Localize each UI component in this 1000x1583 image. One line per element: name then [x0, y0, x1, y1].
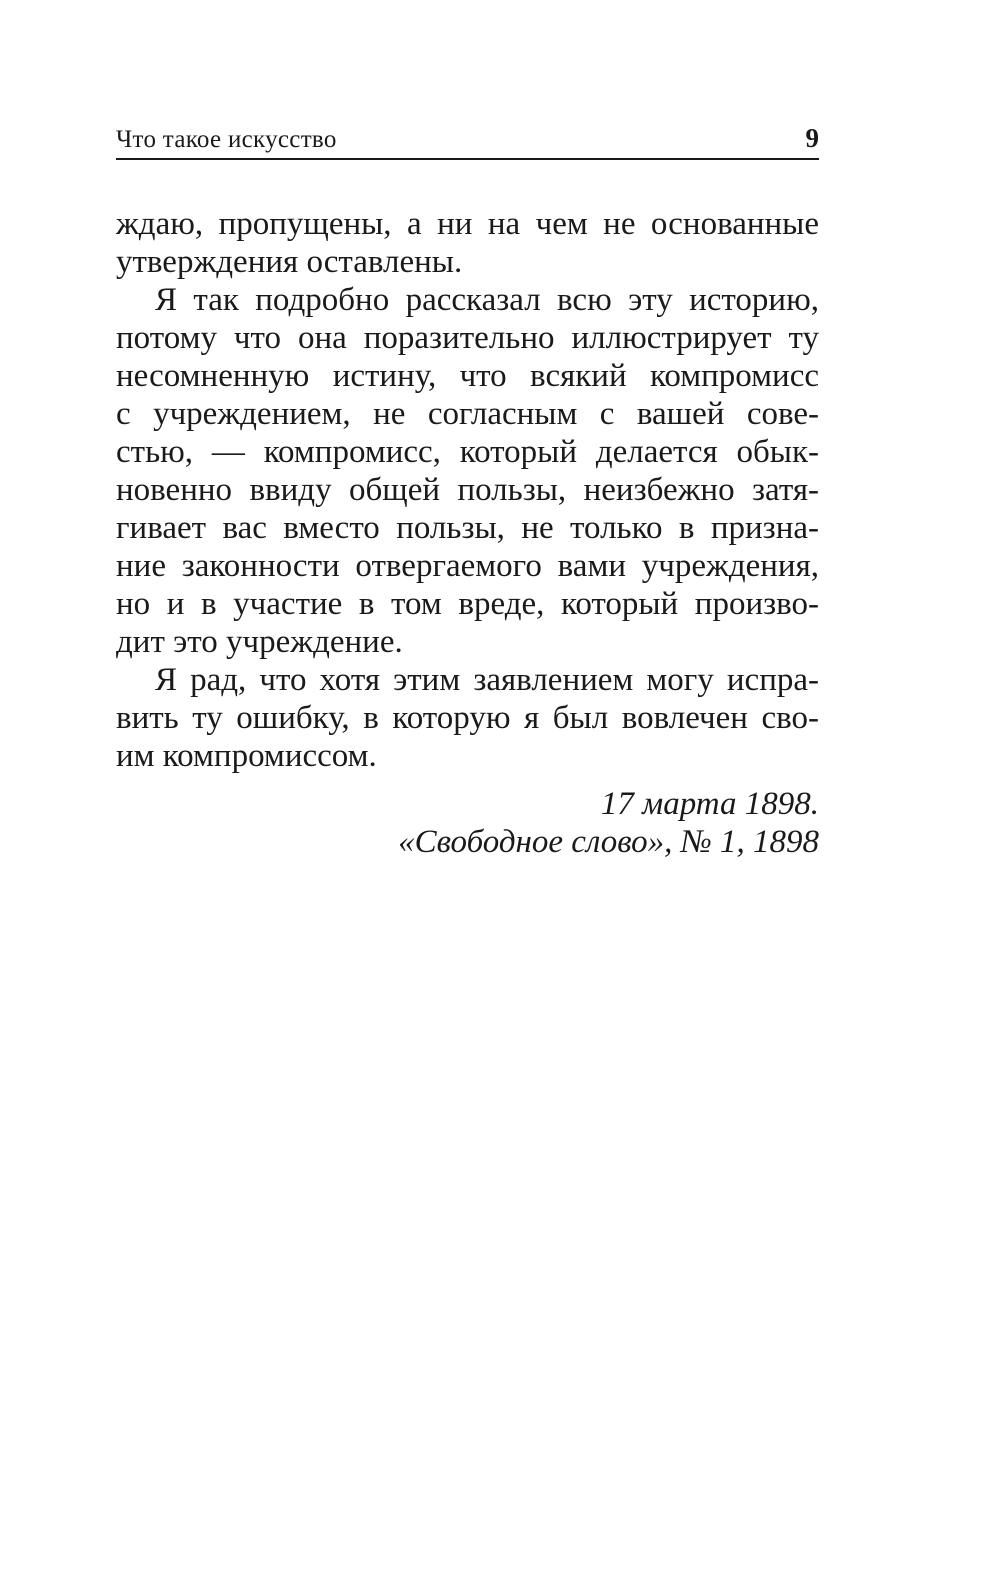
text-line: вить ту ошибку, в которую я был вовлечен сво- — [116, 700, 819, 736]
text-line: ние законности отвергаемого вами учреждения, — [116, 548, 819, 584]
text-line: с учреждением, не согласным с вашей сове- — [116, 396, 819, 432]
signature-date: 17 марта 1898. — [600, 786, 819, 822]
text-line: новенно ввиду общей пользы, неизбежно затя- — [116, 472, 819, 508]
running-header — [116, 118, 819, 160]
paragraph-start-line: Я рад, что хотя этим заявлением могу испра- — [155, 662, 819, 698]
text-line: но и в участие в том вреде, который произво- — [116, 586, 819, 622]
paragraph-start-line: Я так подробно рассказал всю эту историю, — [155, 282, 819, 318]
text-line: ждаю, пропущены, а ни на чем не основанные — [116, 206, 819, 242]
text-line: стью, — компромисс, который делается обык- — [116, 434, 819, 470]
text-line: несомненную истину, что всякий компромисс — [116, 358, 819, 394]
page-number: 9 — [805, 123, 819, 153]
text-line: потому что она поразительно иллюстрирует ту — [116, 320, 819, 356]
text-line: дит это учреждение. — [116, 624, 403, 660]
text-line: гивает вас вместо пользы, не только в призна- — [116, 510, 819, 546]
text-line: утверждения оставлены. — [116, 244, 463, 280]
text-line: им компромиссом. — [116, 738, 377, 774]
signature-source: «Свободное слово», № 1, 1898 — [398, 824, 819, 860]
header-title: Что такое искусство — [116, 126, 337, 153]
